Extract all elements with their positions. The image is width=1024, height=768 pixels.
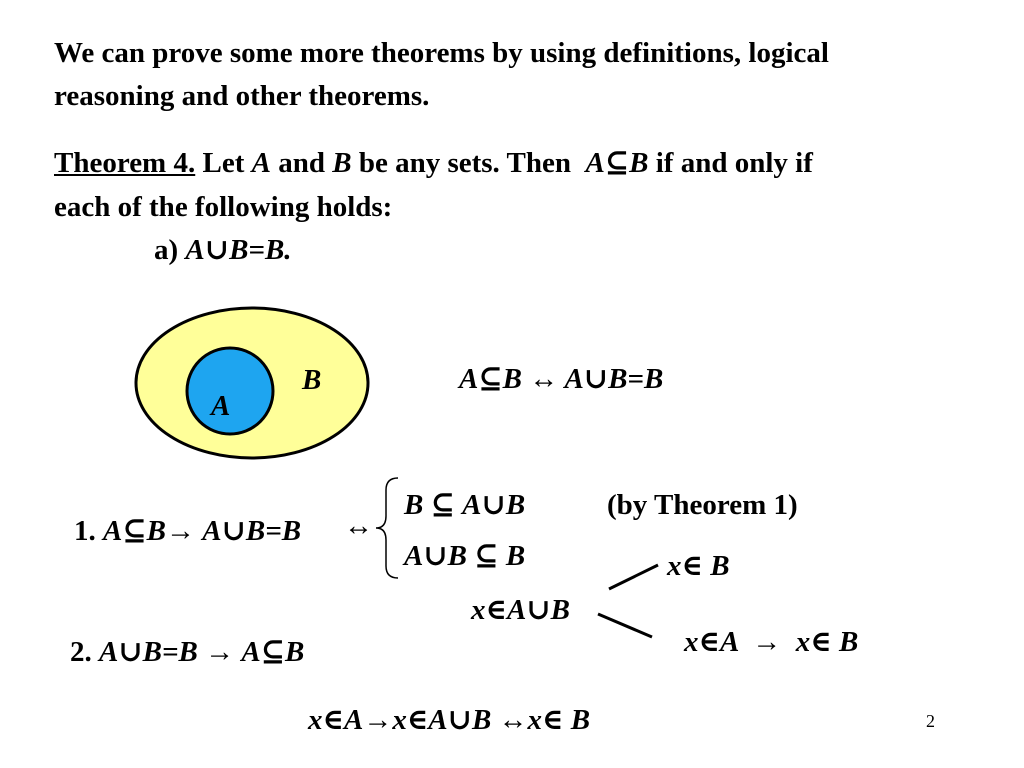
- branch-mid-union: ∪: [526, 594, 551, 626]
- eq-b: B: [502, 363, 522, 395]
- bottom-x1: x: [308, 704, 323, 736]
- theorem-let: Let: [202, 147, 245, 179]
- branch-bot-a: A: [719, 626, 738, 658]
- branch-mid-b: B: [550, 594, 570, 626]
- branch-bottom: [684, 628, 858, 657]
- proof2-number: 2.: [70, 636, 92, 668]
- branch-mid-a: A: [506, 594, 527, 626]
- theorem-var-b: B: [332, 147, 352, 179]
- bottom-b1: B: [471, 704, 492, 736]
- brace1-subset: ⊆: [430, 489, 455, 521]
- proof1-a: A: [103, 515, 123, 547]
- proof1-arrow: →: [166, 515, 195, 547]
- theorem-item-a: [154, 236, 292, 265]
- brace-line-1: [404, 491, 525, 520]
- theorem-var-a: A: [251, 147, 271, 179]
- item-a-set-a: A: [185, 234, 205, 266]
- brace1-union: ∪: [481, 489, 506, 521]
- proof1-rest: B=B: [245, 515, 302, 547]
- eq-subset-symbol: ⊆: [478, 363, 503, 395]
- bottom-b2: B: [570, 704, 591, 736]
- theorem-rest: be any sets. Then: [358, 147, 571, 179]
- proof1-a2: A: [202, 515, 222, 547]
- branch-bot-x2: x: [795, 626, 811, 658]
- branch-bot-in2: ∈: [810, 626, 832, 658]
- intro-line-2: reasoning and other theorems.: [54, 80, 430, 112]
- theorem-line-1: [54, 149, 813, 178]
- brace2-union: ∪: [423, 540, 448, 572]
- proof1-subset: ⊆: [122, 515, 147, 547]
- branch-bot-arrow: →: [752, 626, 782, 658]
- brace1-a: A: [462, 489, 482, 521]
- theorem-line-2: each of the following holds:: [54, 191, 393, 223]
- branch-middle: [471, 596, 570, 625]
- eq-rest: B=B: [608, 363, 664, 395]
- venn-label-b: B: [302, 364, 322, 396]
- proof1-iff-arrow: ↔: [344, 510, 373, 542]
- brace-line-2: [404, 542, 525, 571]
- arrow-line-up: [609, 565, 658, 589]
- brace1-b2: B: [505, 489, 526, 521]
- branch-top: [667, 552, 730, 581]
- item-a-rest: B=B.: [229, 234, 292, 266]
- union-symbol: ∪: [204, 234, 230, 266]
- bottom-arrow2: ↔: [498, 704, 528, 736]
- left-curly-brace: [376, 478, 398, 578]
- intro-line-1: We can prove some more theorems by using definitions, logical: [54, 37, 829, 69]
- bottom-in2: ∈: [406, 704, 429, 736]
- theorem-label: Theorem 4.: [54, 147, 196, 179]
- arrow-line-down: [598, 614, 652, 637]
- eq-a2: A: [564, 363, 584, 395]
- proof2-a: A: [99, 636, 119, 668]
- brace2-subset: ⊆: [474, 540, 499, 572]
- bottom-x2: x: [392, 704, 407, 736]
- proof2-arrow: →: [205, 636, 235, 668]
- bottom-arrow1: →: [363, 704, 393, 736]
- branch-bot-b: B: [838, 626, 859, 658]
- proof1-b: B: [146, 515, 166, 547]
- proof-step-2: [70, 638, 304, 667]
- theorem-subset-a: A: [585, 147, 605, 179]
- brace1-b: B: [404, 489, 424, 521]
- bottom-in1: ∈: [322, 704, 344, 736]
- brace2-b2: B: [505, 540, 526, 572]
- theorem-subset-b: B: [629, 147, 649, 179]
- branch-top-b: B: [710, 550, 730, 582]
- branch-mid-x: x: [471, 594, 486, 626]
- brace-line-1-note: (by Theorem 1): [607, 489, 798, 521]
- eq-union-symbol: ∪: [583, 363, 609, 395]
- branch-top-x: x: [667, 550, 682, 582]
- brace2-a: A: [404, 540, 424, 572]
- bottom-chain: [308, 706, 590, 735]
- theorem-and: and: [278, 147, 325, 179]
- venn-inner-set-a: [187, 348, 273, 434]
- subset-symbol: ⊆: [604, 147, 630, 179]
- brace2-b: B: [447, 540, 467, 572]
- branch-top-in: ∈: [681, 550, 703, 582]
- bottom-in3: ∈: [542, 704, 564, 736]
- branch-bot-in: ∈: [698, 626, 720, 658]
- bottom-union: ∪: [447, 704, 472, 736]
- proof1-number: 1.: [74, 515, 96, 547]
- proof2-b: B: [285, 636, 305, 668]
- venn-label-a: A: [211, 390, 231, 422]
- bottom-a1: A: [343, 704, 364, 736]
- branch-bot-x: x: [684, 626, 699, 658]
- proof2-union: ∪: [118, 636, 143, 668]
- bottom-x3: x: [527, 704, 543, 736]
- proof2-a2: A: [241, 636, 261, 668]
- eq-iff-arrow: ↔: [529, 363, 559, 395]
- equivalence-statement: [459, 365, 663, 394]
- page-number: 2: [926, 711, 935, 731]
- proof-step-1: [74, 517, 301, 546]
- bottom-a2: A: [428, 704, 448, 736]
- proof2-rest: B=B: [142, 636, 198, 668]
- proof2-subset: ⊆: [260, 636, 286, 668]
- theorem-iff: if and only if: [655, 147, 813, 179]
- proof1-union: ∪: [221, 515, 246, 547]
- branch-mid-in: ∈: [485, 594, 507, 626]
- eq-a: A: [459, 363, 479, 395]
- item-a-label: a): [154, 234, 179, 266]
